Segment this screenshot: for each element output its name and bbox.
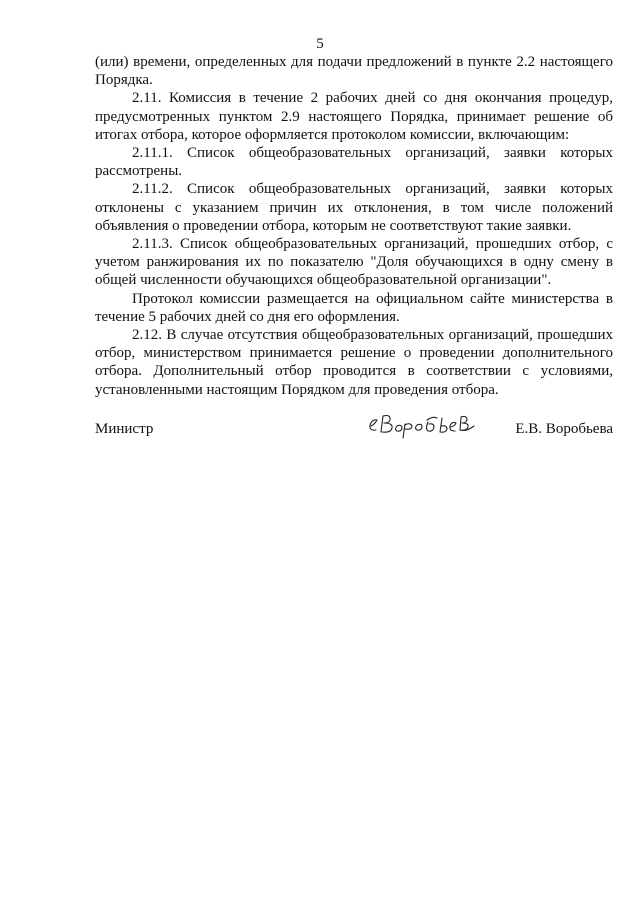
signatory-name: Е.В. Воробьева	[515, 421, 613, 437]
paragraph-continuation: (или) времени, определенных для подачи предложений в пункте 2.2 настоящего Порядка.	[95, 54, 613, 89]
paragraph-2-12: 2.12. В случае отсутствия общеобразовательных организаций, прошедших отбор, министерством принимается решение о проведении дополнительного отбора. Дополнительный отбор проводится в соответствии с условиями, установленными настоящим Порядком для проведения отбора.	[95, 327, 613, 398]
signatory-position: Министр	[95, 421, 154, 437]
paragraph-2-11-1: 2.11.1. Список общеобразовательных организаций, заявки которых рассмотрены.	[95, 145, 613, 180]
paragraph-2-11-3: 2.11.3. Список общеобразовательных организаций, прошедших отбор, с учетом ранжирования их по показателю "Доля обучающихся в одну смену в общей численности обучающихся общеобразовательной организации".	[95, 236, 613, 289]
paragraph-2-11: 2.11. Комиссия в течение 2 рабочих дней со дня окончания процедур, предусмотренных пунктом 2.9 настоящего Порядка, принимает решение об итогах отбора, которое оформляется протоколом комиссии, включающим:	[95, 90, 613, 143]
paragraph-protocol: Протокол комиссии размещается на официальном сайте министерства в течение 5 рабочих дней со дня его оформления.	[95, 290, 613, 325]
paragraph-2-11-2: 2.11.2. Список общеобразовательных организаций, заявки которых отклонены с указанием причин их отклонения, в том числе положений объявления о проведении отбора, которым не соответствуют такие заявки.	[95, 181, 613, 234]
handwritten-signature	[365, 406, 495, 440]
page-number: 5	[316, 36, 324, 52]
document-body	[95, 53, 613, 399]
signature-block	[95, 406, 613, 446]
